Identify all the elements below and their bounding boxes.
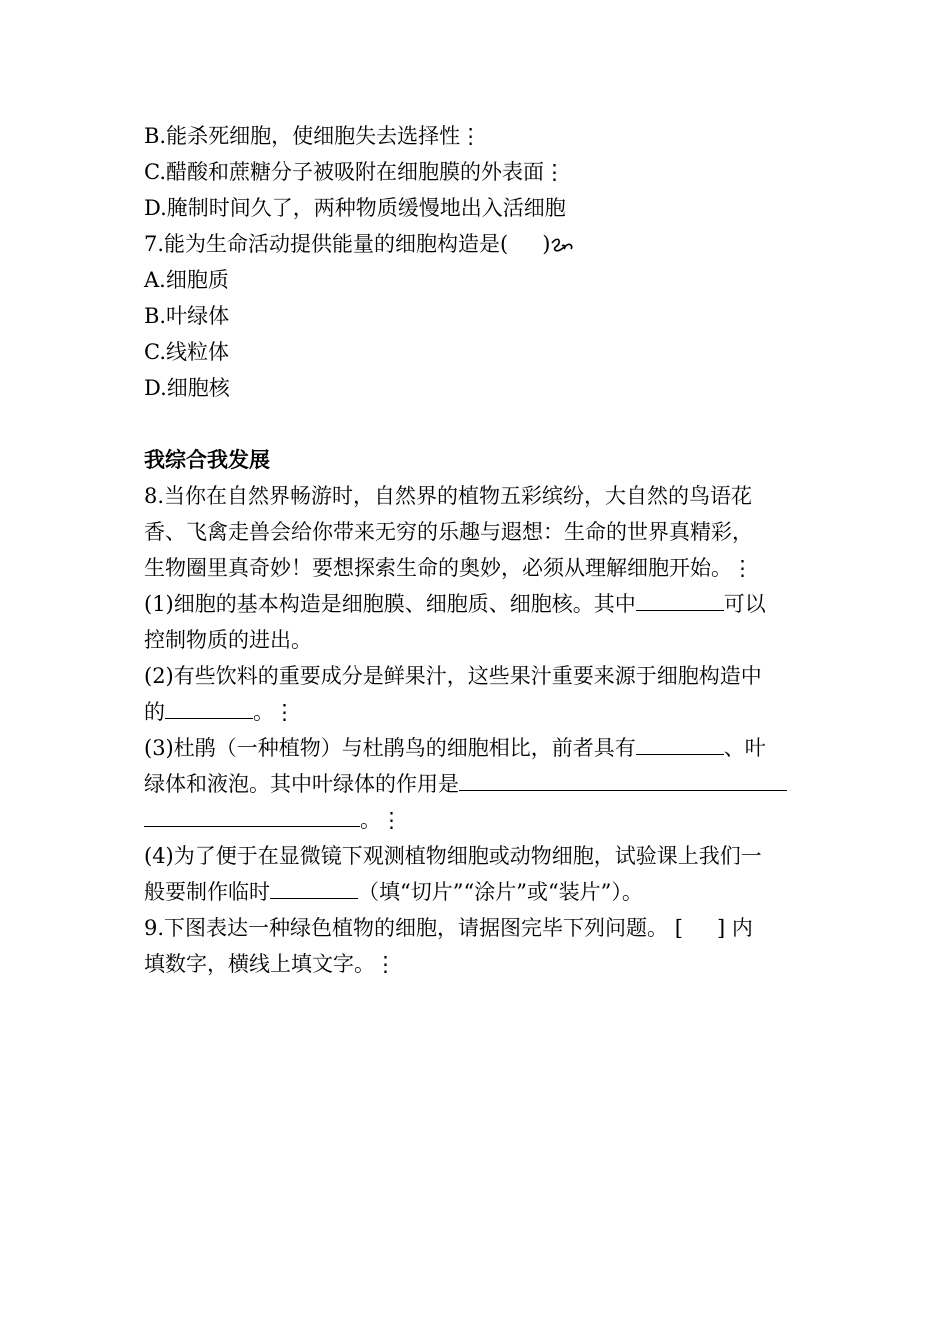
q8-part-2-cont: 的 。⋮ (144, 694, 806, 730)
scribble-icon (550, 228, 574, 264)
document-page (144, 118, 806, 982)
q7-option-c: C.线粒体 (144, 340, 229, 364)
ellipsis-mark: ⋮ (375, 952, 396, 976)
q8-part-3: (3)杜鹃（一种植物）与杜鹃鸟的细胞相比，前者具有 、叶 (144, 730, 806, 766)
answer-blank[interactable] (636, 730, 724, 755)
answer-blank[interactable] (144, 802, 360, 827)
q7-option-a: A.细胞质 (144, 268, 229, 292)
q7-stem: 7.能为生命活动提供能量的细胞构造是( ) (144, 226, 806, 262)
ellipsis-mark: ⋮ (732, 556, 753, 580)
q8-intro-line-1: 8.当你在自然界畅游时，自然界的植物五彩缤纷，大自然的鸟语花 (144, 484, 753, 508)
q9-stem: 9.下图表达一种绿色植物的细胞，请据图完毕下列问题。 [ ] 内 (144, 916, 753, 940)
q6-option-c: C.醋酸和蔗糖分子被吸附在细胞膜的外表面⋮ (144, 154, 806, 190)
q9-stem-cont: 填数字，横线上填文字。⋮ (144, 946, 806, 982)
q6-option-b: B.能杀死细胞，使细胞失去选择性⋮ (144, 118, 806, 154)
answer-blank[interactable] (459, 766, 787, 791)
q8-part-3-cont: 绿体和液泡。其中叶绿体的作用是 (144, 766, 806, 802)
q8-part-1: (1)细胞的基本构造是细胞膜、细胞质、细胞核。其中 可以 (144, 586, 806, 622)
q7-option-d: D.细胞核 (144, 376, 230, 400)
answer-blank[interactable] (270, 874, 358, 899)
ellipsis-mark: ⋮ (544, 160, 565, 184)
q6-option-d: D.腌制时间久了，两种物质缓慢地出入活细胞 (144, 196, 566, 220)
answer-blank[interactable] (636, 586, 724, 611)
q8-intro-line-2: 香、飞禽走兽会给你带来无穷的乐趣与遐想：生命的世界真精彩， (144, 520, 753, 544)
q8-part-1-cont: 控制物质的进出。 (144, 628, 312, 652)
q8-part-3-end: 。⋮ (144, 802, 806, 838)
ellipsis-mark: ⋮ (381, 808, 402, 832)
q8-part-4: (4)为了便于在显微镜下观测植物细胞或动物细胞，试验课上我们一 (144, 844, 762, 868)
q8-part-2: (2)有些饮料的重要成分是鲜果汁，这些果汁重要来源于细胞构造中 (144, 664, 762, 688)
ellipsis-mark: ⋮ (274, 700, 295, 724)
ellipsis-mark: ⋮ (460, 124, 482, 148)
q7-option-b: B.叶绿体 (144, 304, 230, 328)
q8-intro-line-3: 生物圈里真奇妙！要想探索生命的奥妙，必须从理解细胞开始。⋮ (144, 550, 806, 586)
q8-part-4-cont: 般要制作临时 （填“切片”“涂片”或“装片”）。 (144, 874, 806, 910)
section-heading: 我综合我发展 (144, 448, 270, 472)
answer-blank[interactable] (165, 694, 253, 719)
